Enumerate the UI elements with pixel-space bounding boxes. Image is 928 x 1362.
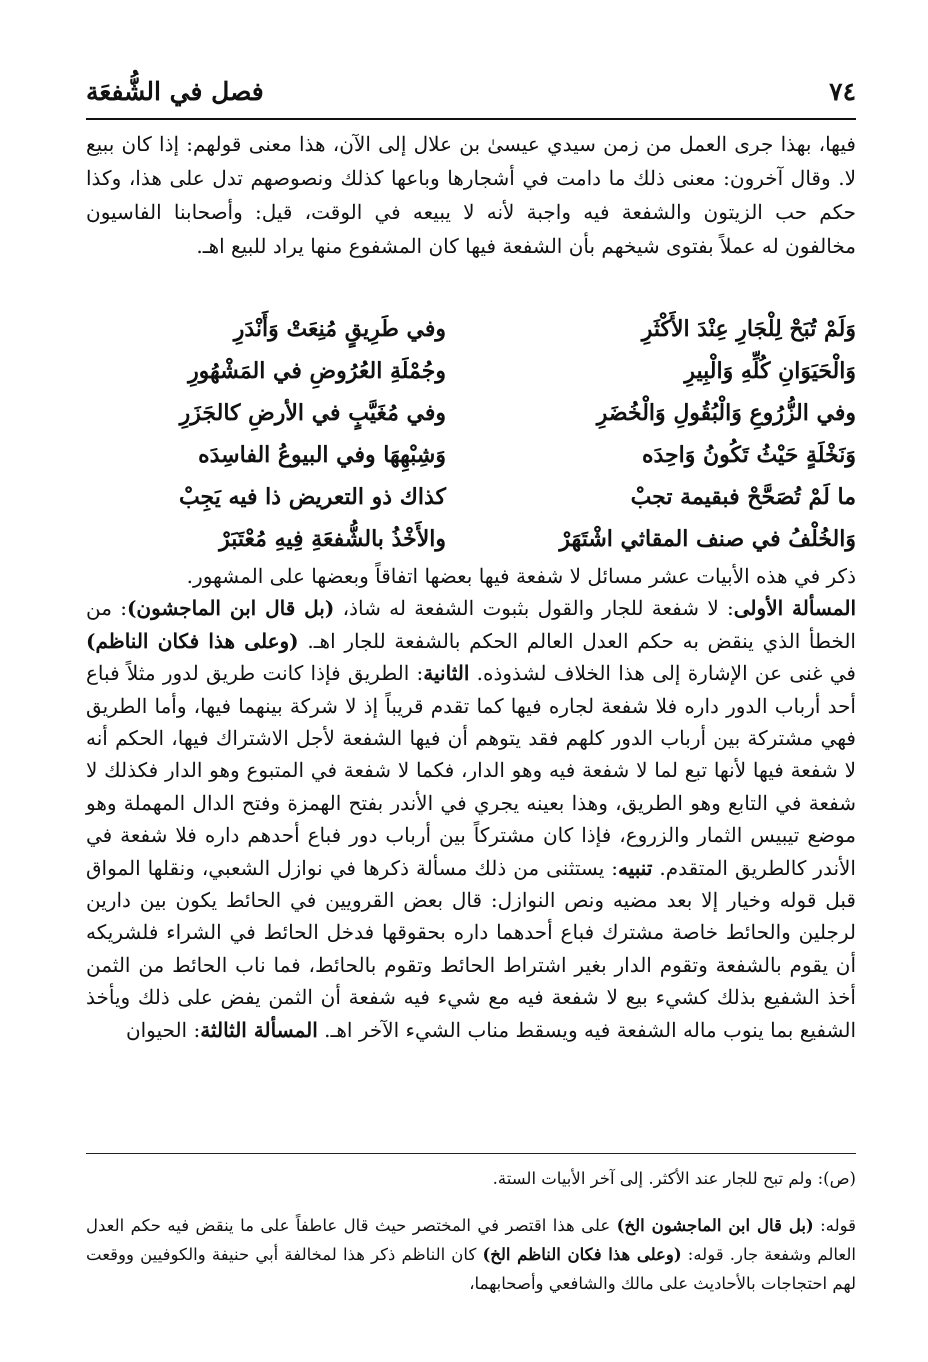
poem-line-3-first: وفي الزُّرُوعِ وَالْبُقُولِ وَالْخُضَرِ xyxy=(596,400,856,426)
poem-line-3-second: وفي مُغَيَّبٍ في الأرضِ كالجَزَرِ xyxy=(179,400,446,426)
poem-line-1-first: وَلَمْ تُبَحْ لِلْجَارِ عِنْدَ الأَكْثَرِ xyxy=(641,316,856,342)
question-one-label: المسألة الأولى xyxy=(733,596,857,621)
note-text: : يستثنى من ذلك مسألة ذكرها في نوازل الشعبي، ونقلها المواق قبل قوله وخيار إلا بعد مضيه ونص النوازل: قال بعض القرويين في الحائط يكون بين دارين لرجلين والحائط خاصة مشترك فباع أحدهما داره بحقوقها فدخل الحائط في الشراء فلشريكه أن يقوم بالشفعة وتقوم الدار بغير اشتراط الحائط وتقوم بالحائط، فما ناب الحائط من الثمن أخذ الشفيع بذلك كشيء بيع لا شفعة فيه مع شيء فيه شفعة أن الثمن يفض على ذلك ويأخذ الشفيع بما ينوب ماله الشفعة فيه ويسقط مناب الشيء الآخر اهـ. xyxy=(86,855,856,1042)
intro-text: ذكر في هذه الأبيات عشر مسائل لا شفعة فيها بعضها اتفاقاً وبعضها على المشهور. xyxy=(186,564,856,588)
question-one-quote: (بل قال ابن الماجشون) xyxy=(126,596,335,621)
note-label: تنبيه xyxy=(618,855,653,880)
poem-line-2-first: وَالْحَيَوَانِ كُلِّهِ وَالْبِيرِ xyxy=(684,358,856,384)
footnote-two-quote-1: (بل قال ابن الماجشون الخ) xyxy=(616,1216,814,1235)
footnote-rule xyxy=(86,1153,856,1154)
question-one-text: : لا شفعة للجار والقول بثبوت الشفعة له شاذ، xyxy=(334,596,734,621)
question-one-quote-2: (وعلى هذا فكان الناظم) xyxy=(86,628,299,653)
footnote-two-text-a: قوله: xyxy=(813,1216,857,1235)
footnote-two-text-b: على هذا اقتصر في المختصر حيث قال عاطفاً على ما ينقض فيه حكم العدل العالم وشفعة جار. قوله: xyxy=(86,1216,856,1264)
question-one-text-3: في غنى عن الإشارة إلى هذا الخلاف لشذوذه. xyxy=(469,661,856,686)
poem-line-1-second: وفي طَرِيقٍ مُنِعَتْ وَأَنْدَرِ xyxy=(233,316,446,342)
question-three-label: المسألة الثالثة xyxy=(200,1017,318,1042)
header-rule xyxy=(86,118,856,120)
question-two-label: الثانية xyxy=(423,661,470,686)
poem-line-5-first: ما لَمْ تُصَحَّحْ فبقيمة تجبْ xyxy=(630,484,856,510)
poem-line-4-second: وَشِبْهِهَا وفي البيوعُ الفاسِدَه xyxy=(198,442,446,468)
page-number: ٧٤ xyxy=(829,76,856,106)
question-one-text-2: : من الخطأ الذي ينقض به حكم العدل العالم الحكم بالشفعة للجار اهـ. xyxy=(86,596,856,653)
footnotes xyxy=(86,1164,856,1298)
poem-block xyxy=(86,308,856,560)
footnote-one: (ص): ولم تبح للجار عند الأكثر. إلى آخر الأبيات الستة. xyxy=(492,1169,856,1188)
paragraph-two xyxy=(86,560,856,1046)
footnote-two-quote-2: (وعلى هذا فكان الناظم الخ) xyxy=(482,1245,682,1264)
page-header xyxy=(86,68,856,114)
poem-line-6-second: والأَخْذُ بالشُّفعَةِ فِيهِ مُعْتَبَرْ xyxy=(219,526,446,552)
poem-line-4-first: وَنَخْلَةٍ حَيْثُ تَكُونُ وَاحِدَه xyxy=(641,442,856,468)
question-three-text: : الحيوان xyxy=(125,1017,201,1042)
question-two-text: : الطريق فإذا كانت طريق لدور مثلاً فباع أحد أرباب الدور داره فلا شفعة لجاره فيها كما تقدم قريباً إذ لا شركة بينهما فيها، وأما الطريق فهي مشتركة بين أرباب الدور كلهم فقد يتوهم أن فيها الشفعة لأجل الاشتراك فيها، الحكم أنه لا شفعة فيها لأنها تبع لما لا شفعة فيه وهو الدار، فكما لا شفعة في المتبوع وهو الدار فكذلك لا شفعة في التابع وهو الطريق، وهذا بعينه يجري في الأندر بفتح الهمزة وفتح الدال المهملة وهو موضع تيبيس الثمار والزروع، فإذا كان مشتركاً بين أرباب دور فباع أحدهم داره فلا شفعة في الأندر كالطريق المتقدم. xyxy=(86,661,856,880)
poem-line-6-first: وَالخُلْفُ في صنف المقاثي اشْتَهَرْ xyxy=(559,526,856,552)
poem-line-2-second: وجُمْلَةِ العُرُوضِ في المَشْهُورِ xyxy=(188,358,446,384)
poem-line-5-second: كذاك ذو التعريض ذا فيه يَجِبْ xyxy=(178,484,446,510)
footnote-two-text-c: كان الناظم ذكر هذا لمخالفة أبي حنيفة والكوفيين ووقعت لهم احتجاجات بالأحاديث على مالك والشافعي وأصحابهما، xyxy=(86,1245,856,1293)
paragraph-one: فيها، بهذا جرى العمل من زمن سيدي عيسىٰ بن علال إلى الآن، هذا معنى قولهم: إذا كان ببيع لا. وقال آخرون: معنى ذلك ما دامت في أشجارها وباعها كذلك ونصوصهم تدل على هذا، وكذا حكم حب الزيتون والشفعة فيه واجبة لأنه لا يبيعه في الوقت، قيل: وأصحابنا الفاسيون مخالفون له عملاً بفتوى شيخهم بأن الشفعة فيها كان المشفوع منها يراد للبيع اهـ. xyxy=(86,132,856,258)
footnote-two xyxy=(86,1211,856,1298)
chapter-title: فصل في الشُّفعَة xyxy=(86,76,264,106)
